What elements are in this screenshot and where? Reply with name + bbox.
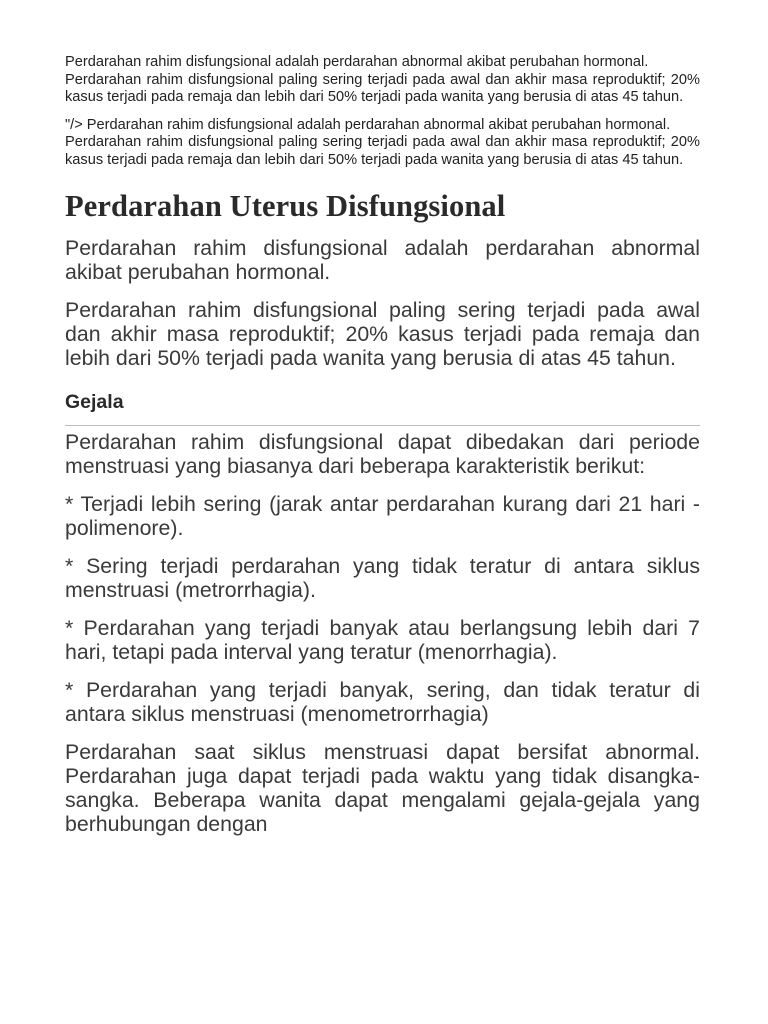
intro-text-block-duplicate	[65, 117, 700, 170]
section-divider	[65, 425, 700, 426]
symptoms-heading: Gejala	[65, 391, 124, 413]
symptom-list-item: * Perdarahan yang terjadi banyak atau berlangsung lebih dari 7 hari, tetapi pada interval yang teratur (menorrhagia).	[65, 616, 700, 664]
symptom-list-item: * Perdarahan yang terjadi banyak, sering, dan tidak teratur di antara siklus menstruasi (menometrorrhagia)	[65, 678, 700, 726]
intro-text-block	[65, 54, 700, 107]
symptom-list-item: * Terjadi lebih sering (jarak antar perdarahan kurang dari 21 hari - polimenore).	[65, 492, 700, 540]
intro-statistics-text: Perdarahan rahim disfungsional paling sering terjadi pada awal dan akhir masa reproduktif; 20% kasus terjadi pada remaja dan lebih dari 50% terjadi pada wanita yang berusia di atas 45 tahun.	[65, 71, 700, 105]
definition-paragraph: Perdarahan rahim disfungsional adalah perdarahan abnormal akibat perubahan hormonal.	[65, 236, 700, 284]
intro-statistics-text-duplicate: Perdarahan rahim disfungsional paling sering terjadi pada awal dan akhir masa reproduktif; 20% kasus terjadi pada remaja dan lebih dari 50% terjadi pada wanita yang berusia di atas 45 tahun.	[65, 134, 700, 168]
abnormal-bleeding-paragraph: Perdarahan saat siklus menstruasi dapat bersifat abnormal. Perdarahan juga dapat terjadi pada waktu yang tidak disangka-sangka. Beberapa wanita dapat mengalami gejala-gejala yang berhubungan dengan	[65, 740, 700, 836]
intro-definition-text-duplicate: "/> Perdarahan rahim disfungsional adalah perdarahan abnormal akibat perubahan hormonal.	[65, 116, 671, 133]
document-page	[65, 54, 700, 836]
symptoms-intro-paragraph: Perdarahan rahim disfungsional dapat dibedakan dari periode menstruasi yang biasanya dari beberapa karakteristik berikut:	[65, 430, 700, 478]
symptom-list-item: * Sering terjadi perdarahan yang tidak teratur di antara siklus menstruasi (metrorrhagia).	[65, 554, 700, 602]
intro-definition-text: Perdarahan rahim disfungsional adalah perdarahan abnormal akibat perubahan hormonal.	[65, 54, 649, 70]
statistics-paragraph: Perdarahan rahim disfungsional paling sering terjadi pada awal dan akhir masa reproduktif; 20% kasus terjadi pada remaja dan lebih dari 50% terjadi pada wanita yang berusia di atas 45 tahun.	[65, 298, 700, 370]
article-title: Perdarahan Uterus Disfungsional	[65, 189, 506, 223]
